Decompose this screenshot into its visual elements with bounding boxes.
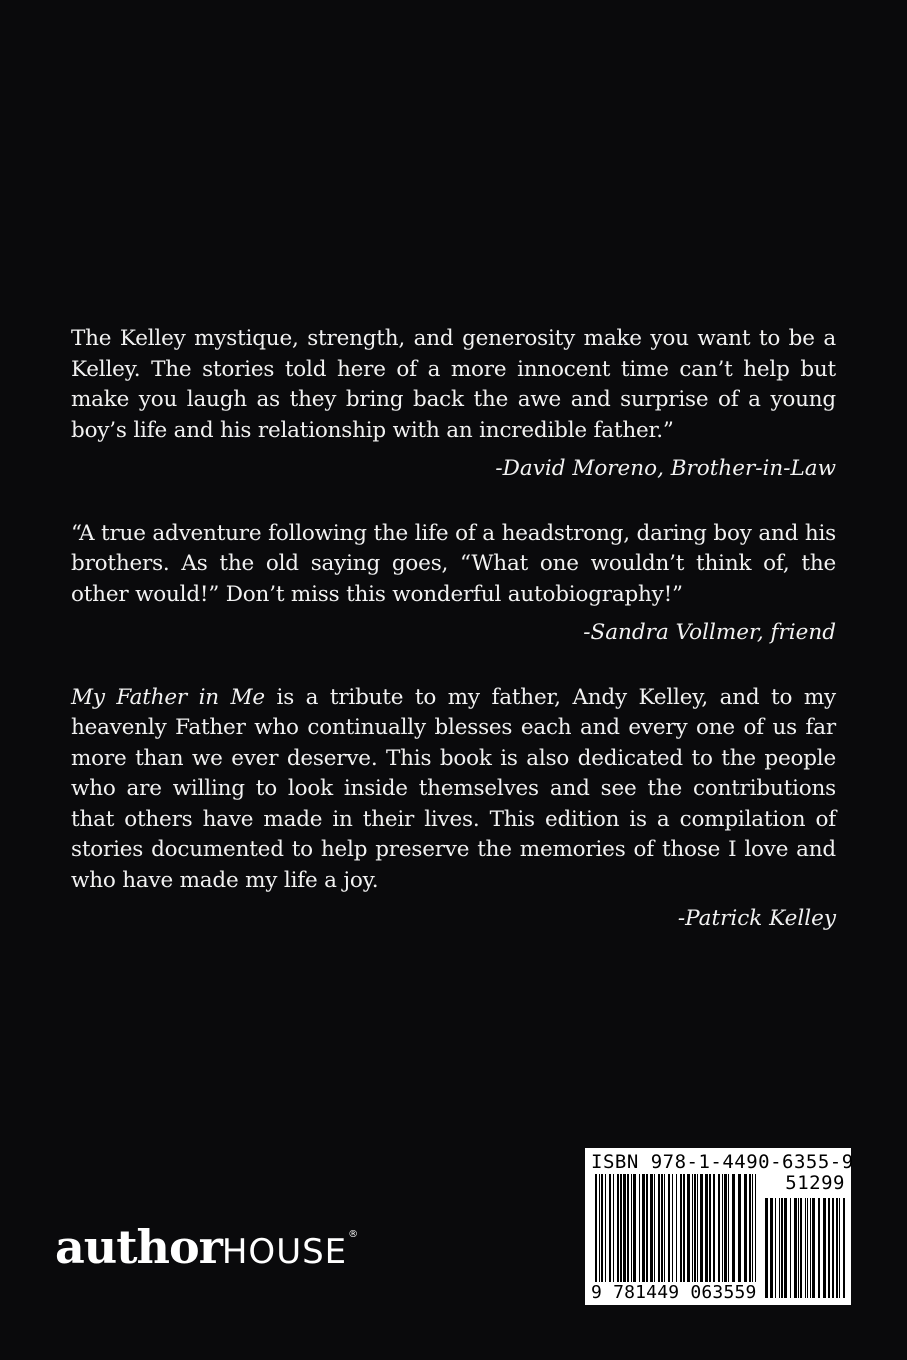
barcode-bar <box>798 1198 799 1298</box>
barcode-bar <box>620 1174 622 1282</box>
barcode-bar <box>800 1198 802 1298</box>
barcode-bar <box>805 1198 806 1298</box>
barcode-bar <box>779 1198 780 1298</box>
barcode-bar <box>664 1174 665 1282</box>
barcode-bar <box>646 1174 648 1282</box>
barcode-bar <box>661 1174 663 1282</box>
barcode-bar <box>683 1174 685 1282</box>
barcode-bar <box>807 1198 808 1298</box>
barcode-bar <box>823 1198 826 1298</box>
barcode-bar <box>642 1174 645 1282</box>
barcode-bar <box>728 1174 729 1282</box>
barcode-bar <box>676 1174 677 1282</box>
barcode-bar <box>680 1174 682 1282</box>
barcode-bar <box>770 1198 773 1298</box>
blurbs-section <box>71 324 836 935</box>
barcode-bar <box>692 1174 693 1282</box>
isbn-label: ISBN 978-1-4490-6355-9 <box>591 1151 854 1173</box>
barcode-bar <box>843 1198 845 1298</box>
barcode-bar <box>709 1174 711 1282</box>
barcode-bar <box>738 1174 741 1282</box>
barcode-bar <box>812 1198 815 1298</box>
blurb-3-body: is a tribute to my father, Andy Kelley, and to my heavenly Father who continually blesses each and every one of us far more than we ever deserve. This book is also dedicated to the people who are willing to look inside themselves and see the contributions that others have made in their lives. This edition is a compilation of stories documented to help preserve the memories of those I love and who have made my life a joy. <box>71 684 837 893</box>
barcode-bar <box>623 1174 626 1282</box>
barcode-bar <box>687 1174 690 1282</box>
barcode-bar <box>752 1174 753 1282</box>
blurb-1-text: The Kelley mystique, strength, and generosity make you want to be a Kelley. The stories told here of a more innocent time can’t help but make you laugh as they bring back the awe and surprise of a young boy’s life and his relationship with an incredible father.” <box>71 326 836 443</box>
blurb-2-attribution: -Sandra Vollmer, friend <box>583 620 836 645</box>
barcode-bar <box>605 1174 606 1282</box>
barcode-bar <box>609 1174 611 1282</box>
barcode-bar <box>718 1174 720 1282</box>
barcode-bar <box>724 1174 727 1282</box>
barcode-bar <box>700 1174 703 1282</box>
barcode-bar <box>654 1174 655 1282</box>
barcode-digits: 9 781449 063559 <box>591 1282 757 1303</box>
barcode-bar <box>794 1198 797 1298</box>
barcode-bar <box>633 1174 636 1282</box>
logo-author-text: author <box>55 1220 222 1274</box>
barcode-bar <box>781 1198 783 1298</box>
barcode-addon-bars <box>765 1198 845 1298</box>
barcode-bar <box>732 1174 735 1282</box>
barcode-bar <box>694 1174 696 1282</box>
barcode-bar <box>790 1198 791 1298</box>
barcode-bar <box>818 1198 820 1298</box>
barcode-main-bars <box>595 1174 757 1282</box>
publisher-logo <box>55 1220 358 1280</box>
barcode-bar <box>713 1174 715 1282</box>
blurb-3-text <box>71 683 836 897</box>
barcode-bar <box>601 1174 603 1282</box>
price-code: 51299 <box>785 1172 845 1194</box>
barcode-bar <box>722 1174 723 1282</box>
barcode-bar <box>810 1198 811 1298</box>
blurb-2-text: “A true adventure following the life of a headstrong, daring boy and his brothers. As the old saying goes, “What one wouldn’t think of, the other would!” Don’t miss this wonderful autobiography!” <box>71 520 836 607</box>
barcode-bar <box>595 1174 597 1282</box>
book-title: My Father in Me <box>71 684 265 710</box>
barcode-bar <box>613 1174 614 1282</box>
barcode-bar <box>631 1174 632 1282</box>
blurb-1-attribution: -David Moreno, Brother-in-Law <box>495 456 836 481</box>
barcode-bar <box>775 1198 776 1298</box>
logo-house-text: HOUSE <box>221 1232 348 1272</box>
barcode-bar <box>755 1174 756 1282</box>
barcode-bar <box>828 1198 830 1298</box>
barcode-bar <box>784 1198 787 1298</box>
barcode-bar <box>668 1174 670 1282</box>
barcode-bar <box>749 1174 751 1282</box>
barcode-bar <box>839 1198 840 1298</box>
barcode-bar <box>836 1198 838 1298</box>
barcode-bar <box>672 1174 673 1282</box>
barcode-bar <box>705 1174 708 1282</box>
barcode-bar <box>599 1174 600 1282</box>
barcode-bar <box>765 1198 768 1298</box>
barcode-bar <box>617 1174 619 1282</box>
isbn-barcode <box>585 1148 854 1305</box>
barcode-bar <box>639 1174 640 1282</box>
barcode-bar <box>744 1174 747 1282</box>
barcode-bar <box>658 1174 660 1282</box>
blurb-3-attribution: -Patrick Kelley <box>677 906 836 931</box>
barcode-bar <box>832 1198 834 1298</box>
barcode-bar <box>627 1174 629 1282</box>
registered-mark: ® <box>348 1229 359 1240</box>
barcode-bar <box>697 1174 698 1282</box>
barcode-bar <box>650 1174 653 1282</box>
